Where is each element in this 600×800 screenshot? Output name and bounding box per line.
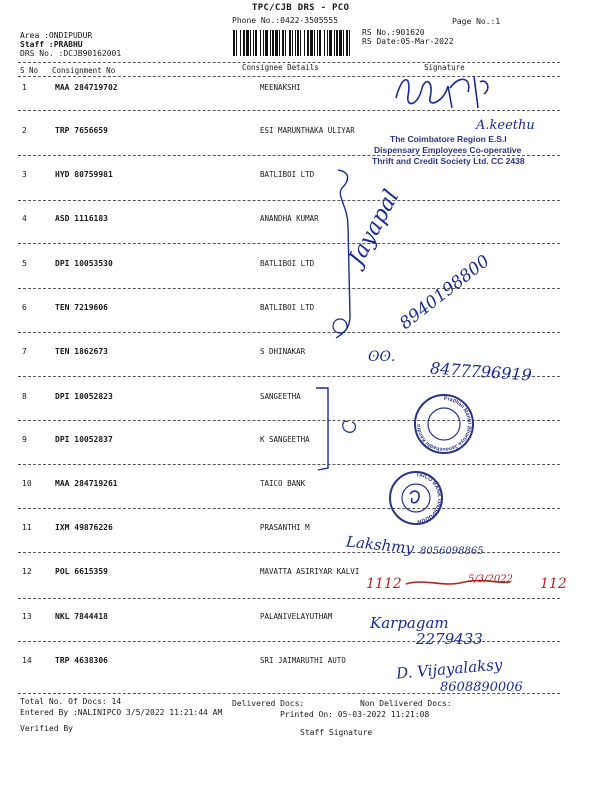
row-consignment: MAA 284719702 bbox=[55, 83, 118, 92]
row-consignee: BATLIBOI LTD bbox=[260, 170, 315, 179]
row-consignee: BATLIBOI LTD bbox=[260, 259, 315, 268]
row-consignee: PALANIVELAYUTHAM bbox=[260, 612, 333, 621]
row-consignee: SRI JAIMARUTHI AUTO bbox=[260, 656, 346, 665]
table-row bbox=[0, 83, 600, 103]
row-consignment: POL 6615359 bbox=[55, 567, 108, 576]
rs-number: RS No.:901620 bbox=[362, 28, 425, 37]
signature-row-14: D. Vijayalaksy bbox=[395, 655, 503, 683]
table-row bbox=[0, 656, 600, 676]
verified-by: Verified By bbox=[20, 724, 73, 733]
row-sno: 5 bbox=[22, 259, 27, 268]
col-header-sno: S No bbox=[20, 66, 39, 75]
barcode-graphic bbox=[232, 30, 354, 56]
row-divider bbox=[18, 288, 560, 289]
table-row bbox=[0, 523, 600, 543]
taico-bank-stamp bbox=[388, 470, 444, 526]
signature-scribble-1 bbox=[388, 68, 498, 116]
taico-stamp-text: TAICO BANK ONDIPUDUR bbox=[415, 471, 443, 525]
bracket-rows-8-9 bbox=[312, 386, 372, 476]
row-sno: 8 bbox=[22, 392, 27, 401]
row-consignment: MAA 284719261 bbox=[55, 479, 118, 488]
row-sno: 13 bbox=[22, 612, 32, 621]
svg-text:Pradhan Mantri Bhartiya Janaus bbox=[416, 396, 472, 452]
row-divider bbox=[18, 508, 560, 509]
entered-by: Entered By :NALINIPCO 3/5/2022 11:21:44 AM bbox=[20, 708, 223, 717]
row-divider bbox=[18, 420, 560, 421]
date-row-12: 5/3/2022 bbox=[468, 574, 513, 585]
row-consignee: BATLIBOI LTD bbox=[260, 303, 315, 312]
esi-stamp-line-2: Dispensary Employees Co-operative bbox=[374, 145, 522, 155]
row-sno: 2 bbox=[22, 126, 27, 135]
row-consignment: HYD 80759981 bbox=[55, 170, 113, 179]
signature-row-11: Lakshmy bbox=[345, 532, 415, 558]
phone-row-7: 8477796919 bbox=[429, 358, 533, 385]
phone-row-13: 2279433 bbox=[416, 630, 483, 648]
mark-row-12-right: 112 bbox=[540, 576, 567, 592]
table-row bbox=[0, 170, 600, 190]
staff-signature-label: Staff Signature bbox=[300, 728, 373, 737]
phone-number: Phone No.:0422-3505555 bbox=[232, 16, 338, 25]
col-header-consignment: Consignment No bbox=[52, 66, 116, 75]
page-number: Page No.:1 bbox=[452, 17, 501, 26]
row-consignee: ANANDHA KUMAR bbox=[260, 214, 319, 223]
col-header-signature: Signature bbox=[424, 63, 465, 72]
table-row bbox=[0, 303, 600, 323]
rs-date: RS Date:05-Mar-2022 bbox=[362, 37, 454, 46]
row-sno: 14 bbox=[22, 656, 32, 665]
row-sno: 3 bbox=[22, 170, 27, 179]
strike-row-12 bbox=[404, 576, 514, 592]
signature-row-5: Jayapal bbox=[344, 185, 405, 270]
drs-number: DRS No. :DCJB90162001 bbox=[20, 49, 122, 58]
row-consignee: MEENAKSHI bbox=[260, 83, 301, 92]
report-title: TPC/CJB DRS - PCO bbox=[252, 3, 350, 13]
row-sno: 4 bbox=[22, 214, 27, 223]
non-delivered-docs: Non Delivered Docs: bbox=[360, 699, 452, 708]
phone-row-5: 8940198800 bbox=[396, 251, 494, 334]
table-row bbox=[0, 214, 600, 234]
row-consignment: TEN 1862673 bbox=[55, 347, 108, 356]
printed-on: Printed On: 05-03-2022 11:21:08 bbox=[280, 710, 430, 719]
row-consignee: ESI MARUNTHAKA ULIYAR bbox=[260, 126, 355, 135]
row-consignment: TRP 7656659 bbox=[55, 126, 108, 135]
row-consignment: IXM 49876226 bbox=[55, 523, 113, 532]
col-header-consignee: Consignee Details bbox=[242, 63, 319, 72]
janaushadhi-stamp bbox=[412, 392, 476, 456]
row-sno: 1 bbox=[22, 83, 27, 92]
row-consignment: DPI 10052837 bbox=[55, 435, 113, 444]
esi-stamp-line-3: Thrift and Credit Society Ltd. CC 2438 bbox=[372, 156, 525, 166]
row-consignment: ASD 1116183 bbox=[55, 214, 108, 223]
mark-row-12-left: 1112 bbox=[366, 576, 402, 592]
signature-row-2: A.keethu bbox=[476, 118, 535, 133]
table-row bbox=[0, 479, 600, 499]
signature-row-7: ʘʘ. bbox=[368, 349, 396, 365]
row-divider bbox=[18, 598, 560, 599]
row-consignee: MAVATTA ASIRIYAR KALVI bbox=[260, 567, 360, 576]
row-sno: 11 bbox=[22, 523, 32, 532]
row-consignee: S DHINAKAR bbox=[260, 347, 306, 356]
row-divider bbox=[18, 332, 560, 333]
row-consignee: TAICO BANK bbox=[260, 479, 306, 488]
total-docs: Total No. Of Docs: 14 bbox=[20, 697, 122, 706]
phone-row-14: 8608890006 bbox=[440, 680, 523, 695]
row-sno: 9 bbox=[22, 435, 27, 444]
row-consignee: K SANGEETHA bbox=[260, 435, 310, 444]
table-row bbox=[0, 435, 600, 455]
phone-row-11: 8056098865 bbox=[420, 546, 484, 557]
row-sno: 12 bbox=[22, 567, 32, 576]
area-label: Area :ONDIPUDUR bbox=[20, 31, 93, 40]
row-consignment: DPI 10053530 bbox=[55, 259, 113, 268]
signature-row-13: Karpagam bbox=[370, 614, 449, 632]
row-consignee: PRASANTHI M bbox=[260, 523, 310, 532]
row-consignment: NKL 7844418 bbox=[55, 612, 108, 621]
row-consignment: TEN 7219606 bbox=[55, 303, 108, 312]
row-consignment: TRP 4638306 bbox=[55, 656, 108, 665]
table-row bbox=[0, 392, 600, 412]
row-sno: 10 bbox=[22, 479, 32, 488]
row-consignment: DPI 10052823 bbox=[55, 392, 113, 401]
svg-text:TAICO BANK ONDIPUDUR bbox=[416, 472, 442, 524]
row-divider bbox=[18, 243, 560, 244]
staff-label: Staff :PRABHU bbox=[20, 40, 83, 49]
row-divider bbox=[18, 200, 560, 201]
esi-stamp-line-1: The Coimbatore Region E.S.I bbox=[390, 134, 507, 144]
row-sno: 6 bbox=[22, 303, 27, 312]
row-sno: 7 bbox=[22, 347, 27, 356]
table-row bbox=[0, 612, 600, 632]
janaushadhi-stamp-text: Pradhan Mantri Bhartiya Janaushadhi Kendra bbox=[415, 395, 472, 453]
table-row bbox=[0, 259, 600, 279]
delivered-docs: Delivered Docs: bbox=[232, 699, 305, 708]
row-consignee: SANGEETHA bbox=[260, 392, 301, 401]
row-divider bbox=[18, 464, 560, 465]
